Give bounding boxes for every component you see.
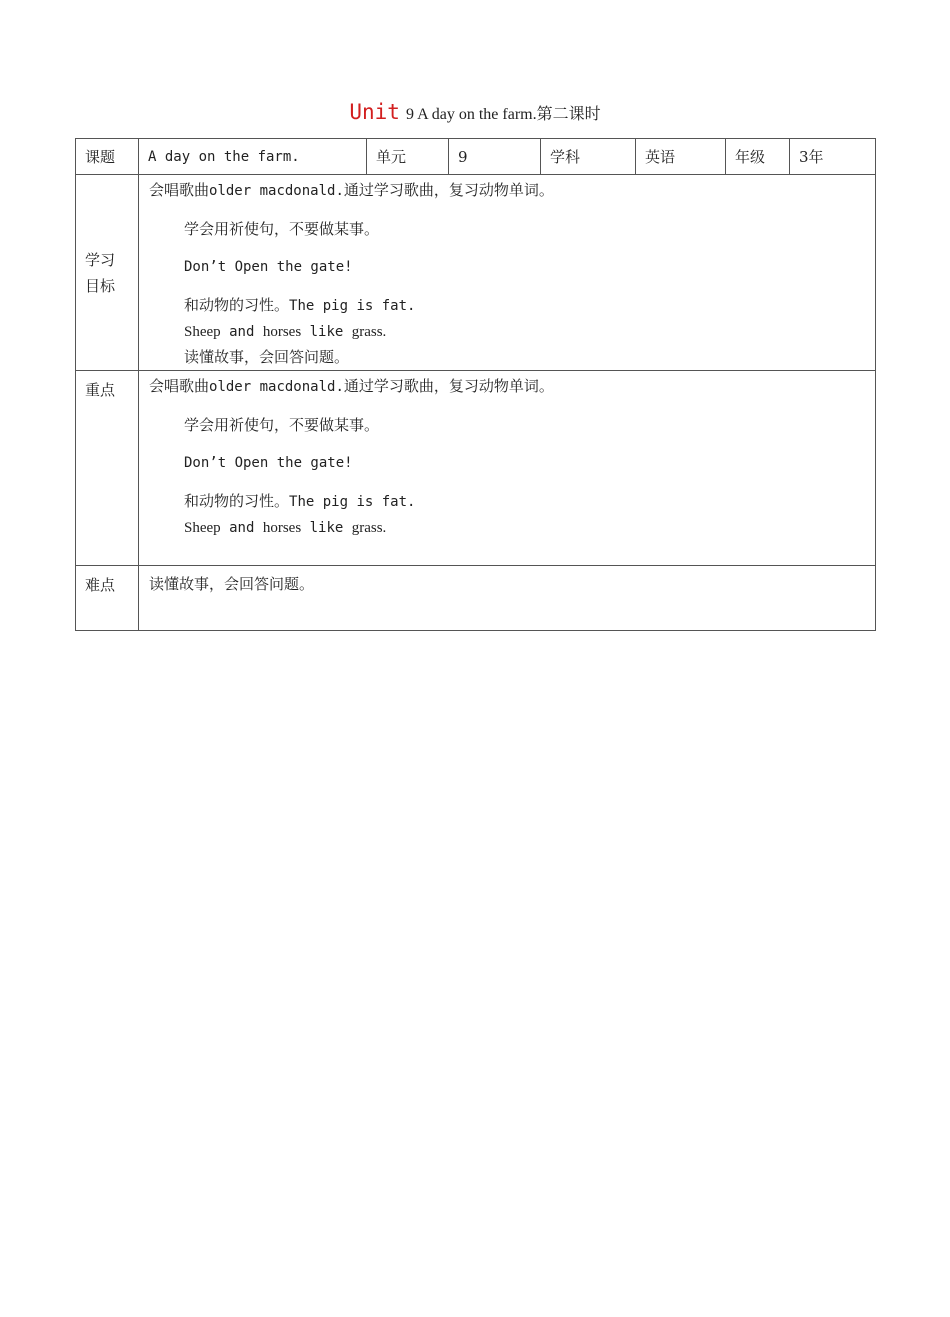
difficulties-row [76, 566, 876, 631]
grade-label: 年级 [726, 139, 790, 175]
objectives-label-line1: 学习 [85, 250, 116, 269]
document-title [0, 100, 950, 124]
key-points-line-5: Sheep and horses like grass. [184, 520, 387, 536]
objectives-line-3: Don’t Open the gate! [184, 259, 353, 275]
objectives-line-1: 会唱歌曲older macdonald.通过学习歌曲，复习动物单词。 [149, 181, 554, 199]
subject-value: 英语 [636, 139, 726, 175]
unit-value: 9 [449, 139, 541, 175]
objectives-content [139, 175, 876, 371]
unit-label: 单元 [367, 139, 449, 175]
difficulties-label: 难点 [76, 566, 139, 631]
key-points-content [139, 371, 876, 566]
subject-label: 学科 [541, 139, 636, 175]
objectives-line-4: 和动物的习性。The pig is fat. [184, 296, 416, 314]
objectives-label-line2: 目标 [85, 276, 116, 295]
lesson-plan-table [75, 138, 876, 631]
title-text: 9 A day on the farm.第二课时 [405, 106, 601, 123]
objectives-row [76, 175, 876, 371]
grade-value: 3年 [790, 139, 876, 175]
key-points-row [76, 371, 876, 566]
key-points-label: 重点 [76, 371, 139, 566]
topic-value: A day on the farm. [139, 139, 367, 175]
topic-label: 课题 [76, 139, 139, 175]
objectives-line-6: 读懂故事，会回答问题。 [184, 348, 350, 366]
objectives-line-5: Sheep and horses like grass. [184, 324, 387, 340]
key-points-line-1: 会唱歌曲older macdonald.通过学习歌曲，复习动物单词。 [149, 377, 554, 395]
title-unit-word: Unit [349, 100, 400, 124]
key-points-line-2: 学会用祈使句，不要做某事。 [184, 416, 380, 434]
objectives-line-2: 学会用祈使句，不要做某事。 [184, 220, 380, 238]
difficulties-line-1: 读懂故事，会回答问题。 [149, 575, 315, 593]
objectives-label [76, 175, 139, 371]
key-points-line-3: Don’t Open the gate! [184, 455, 353, 471]
header-row [76, 139, 876, 175]
key-points-line-4: 和动物的习性。The pig is fat. [184, 492, 416, 510]
difficulties-content [139, 566, 876, 631]
